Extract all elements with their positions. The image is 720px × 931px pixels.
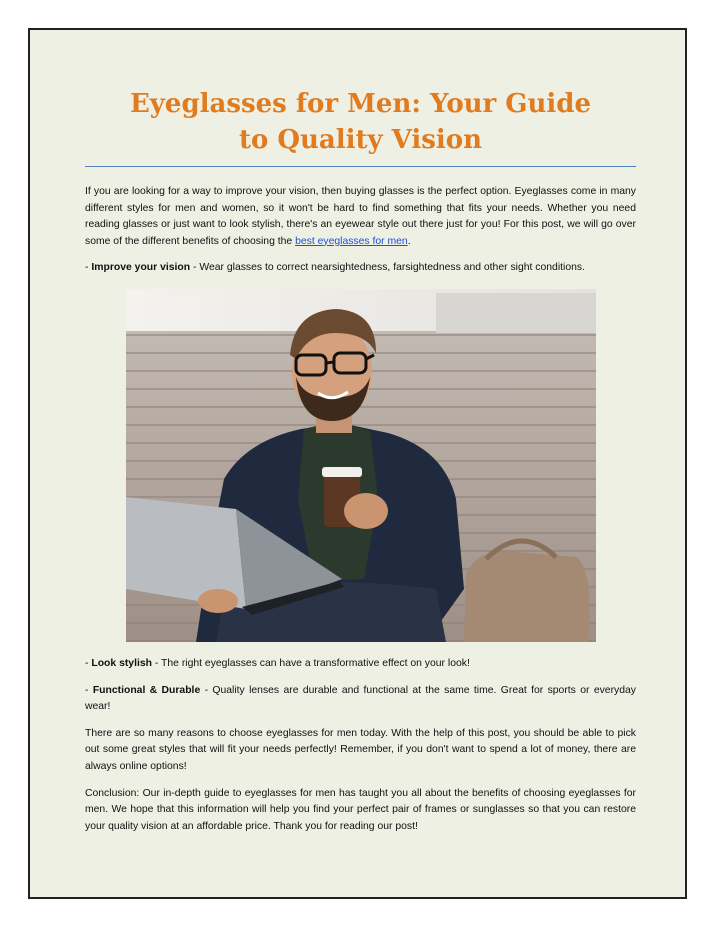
point-functional-durable: [85, 683, 636, 716]
document-page: [28, 28, 687, 899]
intro-text: If you are looking for a way to improve your vision, then buying glasses is the perfect option. Eyeglasses come in many different styles for men and women, so it won't be hard to find something that fits your needs. Whether you need reading glasses or just want to look stylish, there's an eyewear style out there just for you! For this post, we will go over some of the different benefits of choosing the: [85, 186, 636, 247]
point-label: Functional & Durable: [92, 684, 201, 696]
reasons-paragraph: There are so many reasons to choose eyeglasses for men today. With the help of this post, you should be able to pick out some great styles that will fit your needs perfectly! Remember, if you don't want to spend a lot of money, there are always online options!: [85, 727, 636, 772]
point-label: Improve your vision: [91, 262, 191, 274]
point-text: - Quality lenses are durable and functional at the same time. Great for sports or everyday wear!: [85, 684, 636, 713]
best-eyeglasses-link[interactable]: best eyeglasses for men: [295, 235, 408, 247]
point-dash: -: [85, 684, 93, 696]
point-dash: -: [85, 262, 92, 274]
page-title: Eyeglasses for Men: Your Guide to Quality Vision: [129, 89, 592, 155]
point-look-stylish: [85, 656, 636, 673]
conclusion-paragraph: Conclusion: Our in-depth guide to eyeglasses for men has taught you all about the benefits of choosing eyeglasses for men. We hope that this information will help you find your perfect pair of frames or sunglasses so that you can restore your quality vision at an affordable price. Thank you for reading our post!: [85, 787, 636, 832]
intro-paragraph: [85, 184, 636, 250]
document-content: [85, 86, 636, 845]
intro-end: .: [407, 235, 411, 247]
point-label: Look stylish: [91, 657, 152, 669]
point-text: - Wear glasses to correct nearsightedness, farsightedness and other sight conditions.: [190, 262, 585, 274]
man-with-laptop-photo: [126, 289, 596, 642]
title-divider: [85, 166, 636, 167]
point-dash: -: [85, 657, 92, 669]
point-text: - The right eyeglasses can have a transformative effect on your look!: [151, 657, 470, 669]
point-improve-vision: [85, 260, 636, 277]
